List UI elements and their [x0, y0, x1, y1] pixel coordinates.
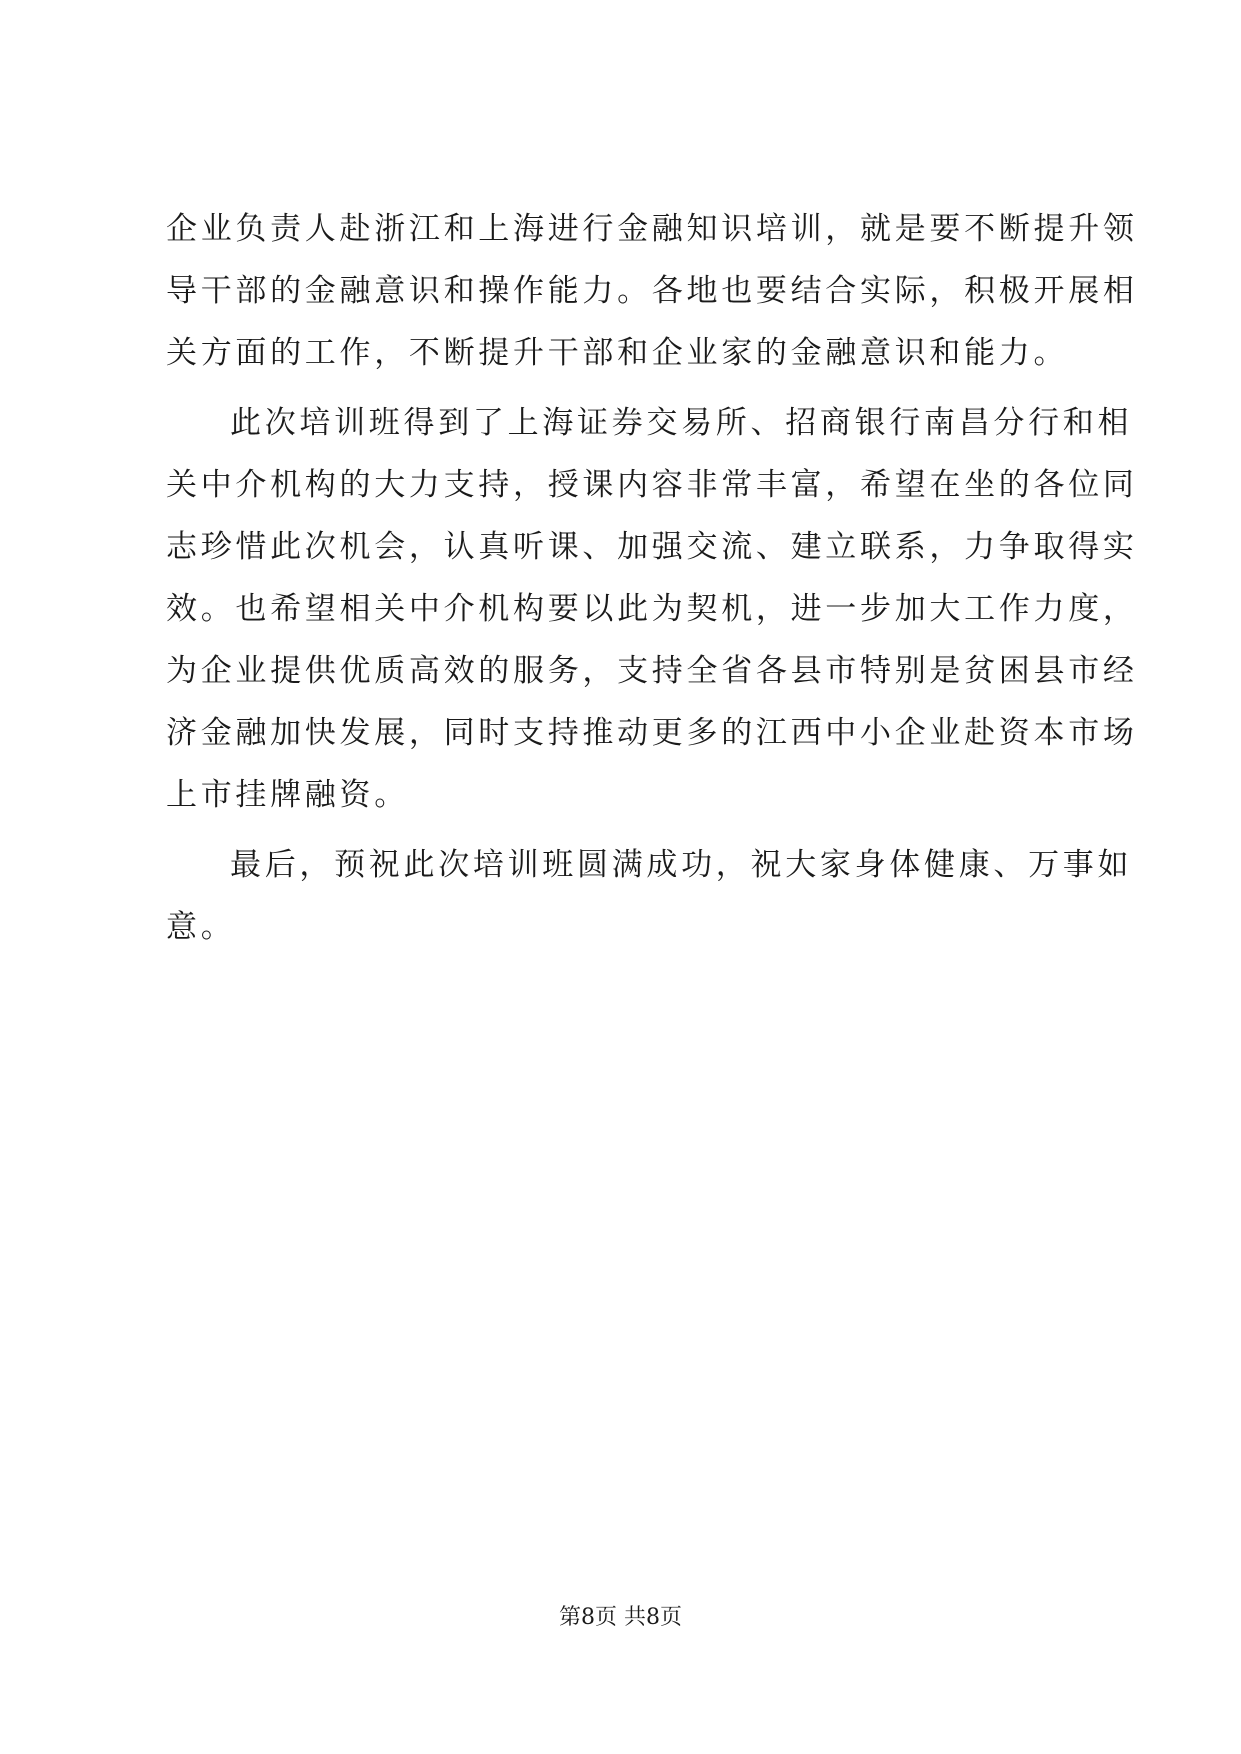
paragraph-3-line-1: 最后，预祝此次培训班圆满成功，祝大家身体健康、万事如 [230, 847, 1133, 883]
paragraph-3-line-2: 意。 [166, 909, 236, 945]
paragraph-1-line-2: 导干部的金融意识和操作能力。各地也要结合实际，积极开展相 [166, 273, 1138, 309]
paragraph-2-line-2: 关中介机构的大力支持，授课内容非常丰富，希望在坐的各位同 [166, 467, 1138, 503]
paragraph-1-line-3: 关方面的工作，不断提升干部和企业家的金融意识和能力。 [166, 335, 1069, 371]
paragraph-2-line-7: 上市挂牌融资。 [166, 777, 409, 813]
paragraph-2-line-1: 此次培训班得到了上海证券交易所、招商银行南昌分行和相 [230, 405, 1133, 441]
paragraph-1-line-1: 企业负责人赴浙江和上海进行金融知识培训，就是要不断提升领 [166, 211, 1138, 247]
paragraph-2-line-6: 济金融加快发展，同时支持推动更多的江西中小企业赴资本市场 [166, 715, 1138, 751]
paragraph-2-line-3: 志珍惜此次机会，认真听课、加强交流、建立联系，力争取得实 [166, 529, 1138, 565]
page-number-footer: 第8页 共8页 [559, 1605, 682, 1630]
paragraph-2-line-5: 为企业提供优质高效的服务，支持全省各县市特别是贫困县市经 [166, 653, 1138, 689]
paragraph-2-line-4: 效。也希望相关中介机构要以此为契机，进一步加大工作力度， [166, 591, 1138, 627]
